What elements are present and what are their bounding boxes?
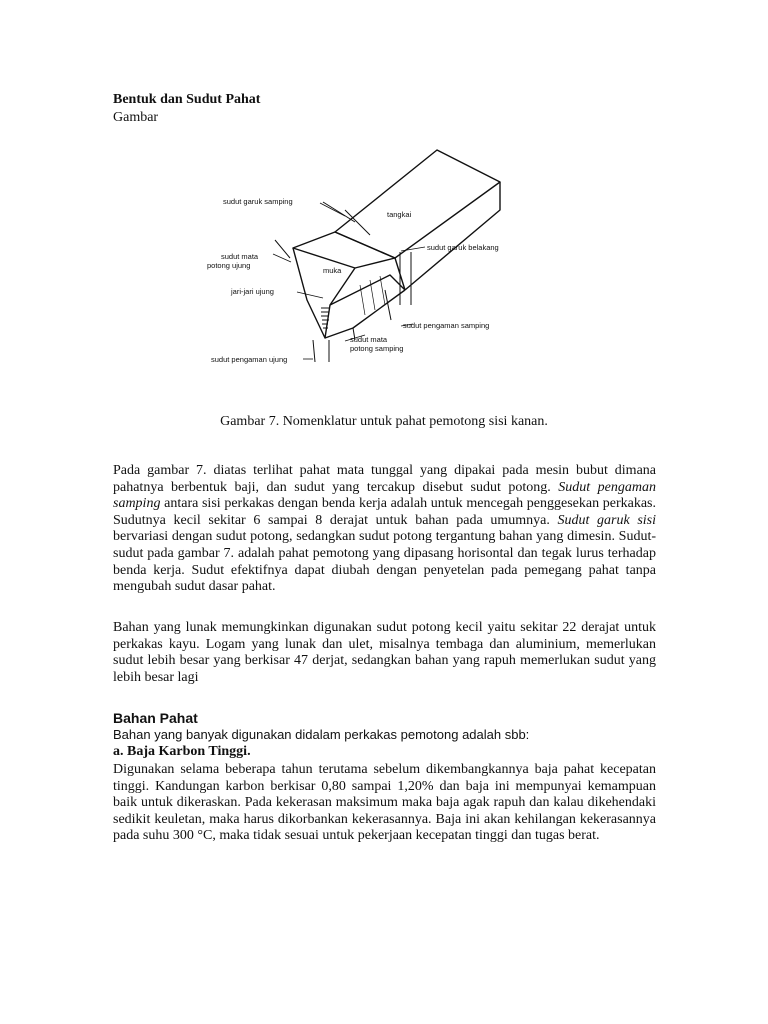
label-sudut-mata-ujung-2: potong ujung (207, 261, 251, 270)
subsection-heading: a. Baja Karbon Tinggi. (113, 744, 251, 759)
label-sudut-garuk-belakang: sudut garuk belakang (427, 243, 499, 252)
p1-term-sudut-pengaman-samping: Sudut pengaman samping (113, 479, 656, 512)
label-sudut-mata-samping-2: potong samping (350, 344, 404, 353)
label-sudut-pengaman-ujung: sudut pengaman ujung (211, 355, 288, 364)
p1-text-1: Pada gambar 7. diatas terlihat pahat mata tunggal yang dipakai pada mesin bubut dimana pahatnya berbentuk baji, dan sudut yang tercakup disebut sudut potong. (113, 463, 656, 495)
paragraph-2: Bahan yang lunak memungkinkan digunakan sudut potong kecil yaitu sekitar 22 derajat untuk perkakas kayu. Logam yang lunak dan ulet, misalnya tembaga dan aluminium, memerlukan sudut lebih besar yang berkisar 47 derjat, sedangkan bahan yang rapuh memerlukan sudut yang lebih besar lagi (113, 620, 656, 685)
tool-nomenclature-figure (195, 140, 535, 370)
p1-text-2: antara sisi perkakas dengan benda kerja adalah untuk mencegah penggesekan perkakas. Sudutnya kecil sekitar 6 sampai 8 derajat untuk bahan pada umumnya. (113, 496, 656, 528)
label-muka: muka (323, 266, 342, 275)
paragraph-3: Digunakan selama beberapa tahun terutama sebelum dikembangkannya baja pahat kecepatan tinggi. Kandungan karbon berkisar 0,80 sampai 1,20% dan baja ini mempunyai kemampuan baik untuk dikeraskan. Pada kekerasan maksimum maka baja agak rapuh dan kalau dikehendaki sedikit keuletan, maka harus dikorbankan kekerasannya. Baja ini akan kehilangan kekerasannya pada suhu 300 °C, maka tidak sesuai untuk pekerjaan kecepatan tinggi dan tugas berat. (113, 762, 656, 844)
page-title: Bentuk dan Sudut Pahat (113, 92, 261, 107)
label-jari-jari-ujung: jari-jari ujung (231, 287, 274, 296)
figure-label: Gambar (113, 110, 159, 125)
label-sudut-garuk-samping: sudut garuk samping (223, 197, 293, 206)
tool-diagram (195, 140, 535, 370)
label-sudut-mata-samping-1: sudut mata (350, 335, 388, 344)
section-heading: Bahan Pahat (113, 710, 198, 726)
paragraph-1 (113, 463, 656, 596)
figure-caption: Gambar 7. Nomenklatur untuk pahat pemotong sisi kanan. (220, 414, 548, 429)
shank-right-face (405, 182, 500, 290)
label-sudut-mata-ujung-1: sudut mata (221, 252, 259, 261)
label-tangkai: tangkai (387, 210, 412, 219)
p1-term-sudut-garuk-sisi: Sudut garuk sisi (557, 512, 657, 528)
rake-face (293, 232, 395, 268)
p1-text-3: bervariasi dengan sudut potong, sedangkan sudut potong tergantung bahan yang dimesin. Sudut-sudut pada gambar 7. adalah pahat pemotong yang dipasang horisontal dan tegak lurus terhadap benda kerja. Sudut efektifnya dapat diubah dengan penyetelan pada pemegang pahat tanpa mengubah sudut dasar pahat. (113, 529, 656, 595)
side-face (330, 275, 405, 305)
shank-top-face (335, 150, 500, 258)
section-intro: Bahan yang banyak digunakan didalam perkakas pemotong adalah sbb: (113, 727, 530, 742)
label-sudut-pengaman-samping: sudut pengaman samping (403, 321, 490, 330)
